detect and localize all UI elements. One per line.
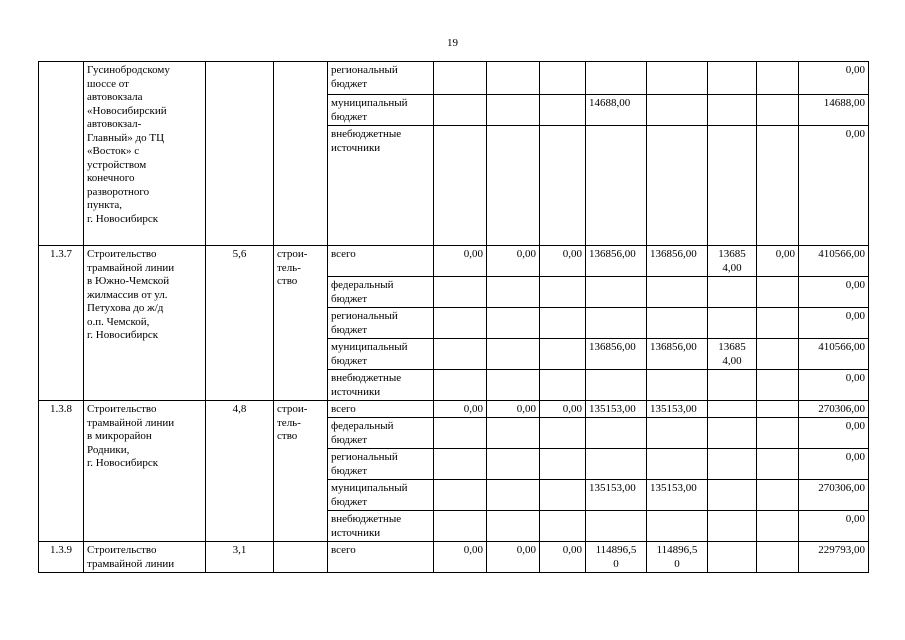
empty-cell (540, 339, 586, 370)
empty-cell (540, 370, 586, 401)
source-cell: внебюджетные источники (328, 126, 434, 246)
empty-cell (487, 511, 540, 542)
value-cell: 136856,00 (586, 339, 647, 370)
empty-cell (647, 511, 708, 542)
source-cell: внебюджетные источники (328, 511, 434, 542)
empty-cell (586, 370, 647, 401)
empty-cell (434, 370, 487, 401)
empty-cell (540, 277, 586, 308)
empty-cell (434, 418, 487, 449)
total-cell: 0,00 (799, 277, 869, 308)
empty-cell (586, 277, 647, 308)
item-code-cell: 1.3.8 (39, 401, 84, 542)
total-cell: 410566,00 (799, 246, 869, 277)
empty-cell (757, 95, 799, 126)
value-cell: 0,00 (540, 246, 586, 277)
empty-cell (586, 126, 647, 246)
empty-cell (434, 308, 487, 339)
empty-cell (757, 418, 799, 449)
page-number: 19 (447, 37, 458, 49)
total-cell: 0,00 (799, 449, 869, 480)
empty-cell (540, 62, 586, 95)
empty-cell (757, 308, 799, 339)
total-cell: 0,00 (799, 308, 869, 339)
empty-cell (434, 449, 487, 480)
empty-cell (757, 339, 799, 370)
empty-cell (757, 62, 799, 95)
empty-cell (540, 511, 586, 542)
empty-cell (586, 62, 647, 95)
total-cell: 0,00 (799, 418, 869, 449)
empty-cell (757, 370, 799, 401)
source-cell: всего (328, 542, 434, 573)
budget-table (38, 61, 869, 573)
total-cell: 0,00 (799, 126, 869, 246)
item-code-cell: 1.3.9 (39, 542, 84, 573)
value-cell: 0,00 (487, 246, 540, 277)
source-cell: муниципальный бюджет (328, 95, 434, 126)
total-cell: 0,00 (799, 511, 869, 542)
total-cell: 410566,00 (799, 339, 869, 370)
empty-cell (586, 449, 647, 480)
value-cell: 13685 4,00 (708, 246, 757, 277)
empty-cell (757, 126, 799, 246)
value-cell: 136856,00 (647, 339, 708, 370)
empty-cell (540, 449, 586, 480)
table-row (39, 62, 869, 95)
value-cell: 0,00 (757, 246, 799, 277)
empty-cell (487, 480, 540, 511)
value-cell: 135153,00 (586, 401, 647, 418)
empty-cell (757, 401, 799, 418)
empty-cell (487, 339, 540, 370)
value-cell: 135153,00 (586, 480, 647, 511)
table-row (39, 246, 869, 277)
empty-cell (708, 511, 757, 542)
item-length-cell: 3,1 (206, 542, 274, 573)
empty-cell (540, 418, 586, 449)
value-cell: 0,00 (487, 401, 540, 418)
empty-cell (540, 126, 586, 246)
item-code-cell: 1.3.7 (39, 246, 84, 401)
empty-cell (757, 511, 799, 542)
value-cell: 0,00 (540, 542, 586, 573)
empty-cell (434, 95, 487, 126)
item-type-cell: строи- тель- ство (274, 401, 328, 542)
empty-cell (647, 62, 708, 95)
source-cell: муниципальный бюджет (328, 480, 434, 511)
item-name-cell: Строительство трамвайной линии в микрорайон Родники, г. Новосибирск (84, 401, 206, 542)
empty-cell (540, 480, 586, 511)
source-cell: региональный бюджет (328, 308, 434, 339)
empty-cell (487, 95, 540, 126)
empty-cell (540, 95, 586, 126)
source-cell: региональный бюджет (328, 62, 434, 95)
source-cell: внебюджетные источники (328, 370, 434, 401)
item-length-cell: 4,8 (206, 401, 274, 542)
total-cell: 229793,00 (799, 542, 869, 573)
empty-cell (487, 370, 540, 401)
empty-cell (434, 62, 487, 95)
empty-cell (708, 370, 757, 401)
value-cell: 0,00 (540, 401, 586, 418)
empty-cell (540, 308, 586, 339)
empty-cell (434, 511, 487, 542)
source-cell: федеральный бюджет (328, 418, 434, 449)
total-cell: 0,00 (799, 370, 869, 401)
total-cell: 0,00 (799, 62, 869, 95)
item-name-cell: Строительство трамвайной линии (84, 542, 206, 573)
empty-cell (757, 277, 799, 308)
source-cell: муниципальный бюджет (328, 339, 434, 370)
value-cell: 0,00 (434, 542, 487, 573)
empty-cell (586, 308, 647, 339)
item-length-cell (206, 62, 274, 246)
empty-cell (487, 418, 540, 449)
value-cell: 0,00 (434, 246, 487, 277)
empty-cell (487, 449, 540, 480)
value-cell: 135153,00 (647, 480, 708, 511)
value-cell: 136856,00 (647, 246, 708, 277)
empty-cell (487, 308, 540, 339)
total-cell: 14688,00 (799, 95, 869, 126)
value-cell: 114896,5 0 (586, 542, 647, 573)
total-cell: 270306,00 (799, 401, 869, 418)
value-cell: 0,00 (487, 542, 540, 573)
empty-cell (708, 449, 757, 480)
source-cell: всего (328, 246, 434, 277)
empty-cell (708, 277, 757, 308)
empty-cell (647, 370, 708, 401)
empty-cell (647, 449, 708, 480)
empty-cell (434, 480, 487, 511)
empty-cell (757, 449, 799, 480)
empty-cell (708, 542, 757, 573)
empty-cell (708, 95, 757, 126)
total-cell: 270306,00 (799, 480, 869, 511)
item-name-cell: Строительство трамвайной линии в Южно-Чемской жилмассив от ул. Петухова до ж/д о.п. Чемской, г. Новосибирск (84, 246, 206, 401)
empty-cell (647, 95, 708, 126)
empty-cell (487, 62, 540, 95)
item-length-cell: 5,6 (206, 246, 274, 401)
empty-cell (487, 126, 540, 246)
table-row (39, 542, 869, 573)
empty-cell (434, 277, 487, 308)
source-cell: всего (328, 401, 434, 418)
empty-cell (586, 511, 647, 542)
value-cell: 0,00 (434, 401, 487, 418)
empty-cell (708, 480, 757, 511)
value-cell: 136856,00 (586, 246, 647, 277)
empty-cell (708, 126, 757, 246)
empty-cell (487, 277, 540, 308)
empty-cell (434, 339, 487, 370)
table-row (39, 401, 869, 418)
empty-cell (757, 542, 799, 573)
value-cell: 114896,5 0 (647, 542, 708, 573)
value-cell: 135153,00 (647, 401, 708, 418)
item-name-cell: Гусинобродскому шоссе от автовокзала «Новосибирский автовокзал- Главный» до ТЦ «Восток» с устройством конечного разворотного пункта, г. Новосибирск (84, 62, 206, 246)
source-cell: региональный бюджет (328, 449, 434, 480)
empty-cell (757, 480, 799, 511)
empty-cell (708, 418, 757, 449)
value-cell: 13685 4,00 (708, 339, 757, 370)
empty-cell (647, 418, 708, 449)
empty-cell (708, 308, 757, 339)
source-cell: федеральный бюджет (328, 277, 434, 308)
item-code-cell (39, 62, 84, 246)
value-cell: 14688,00 (586, 95, 647, 126)
empty-cell (586, 418, 647, 449)
item-type-cell: строи- тель- ство (274, 246, 328, 401)
empty-cell (708, 401, 757, 418)
item-type-cell (274, 542, 328, 573)
empty-cell (647, 308, 708, 339)
empty-cell (647, 277, 708, 308)
item-type-cell (274, 62, 328, 246)
empty-cell (708, 62, 757, 95)
empty-cell (647, 126, 708, 246)
empty-cell (434, 126, 487, 246)
